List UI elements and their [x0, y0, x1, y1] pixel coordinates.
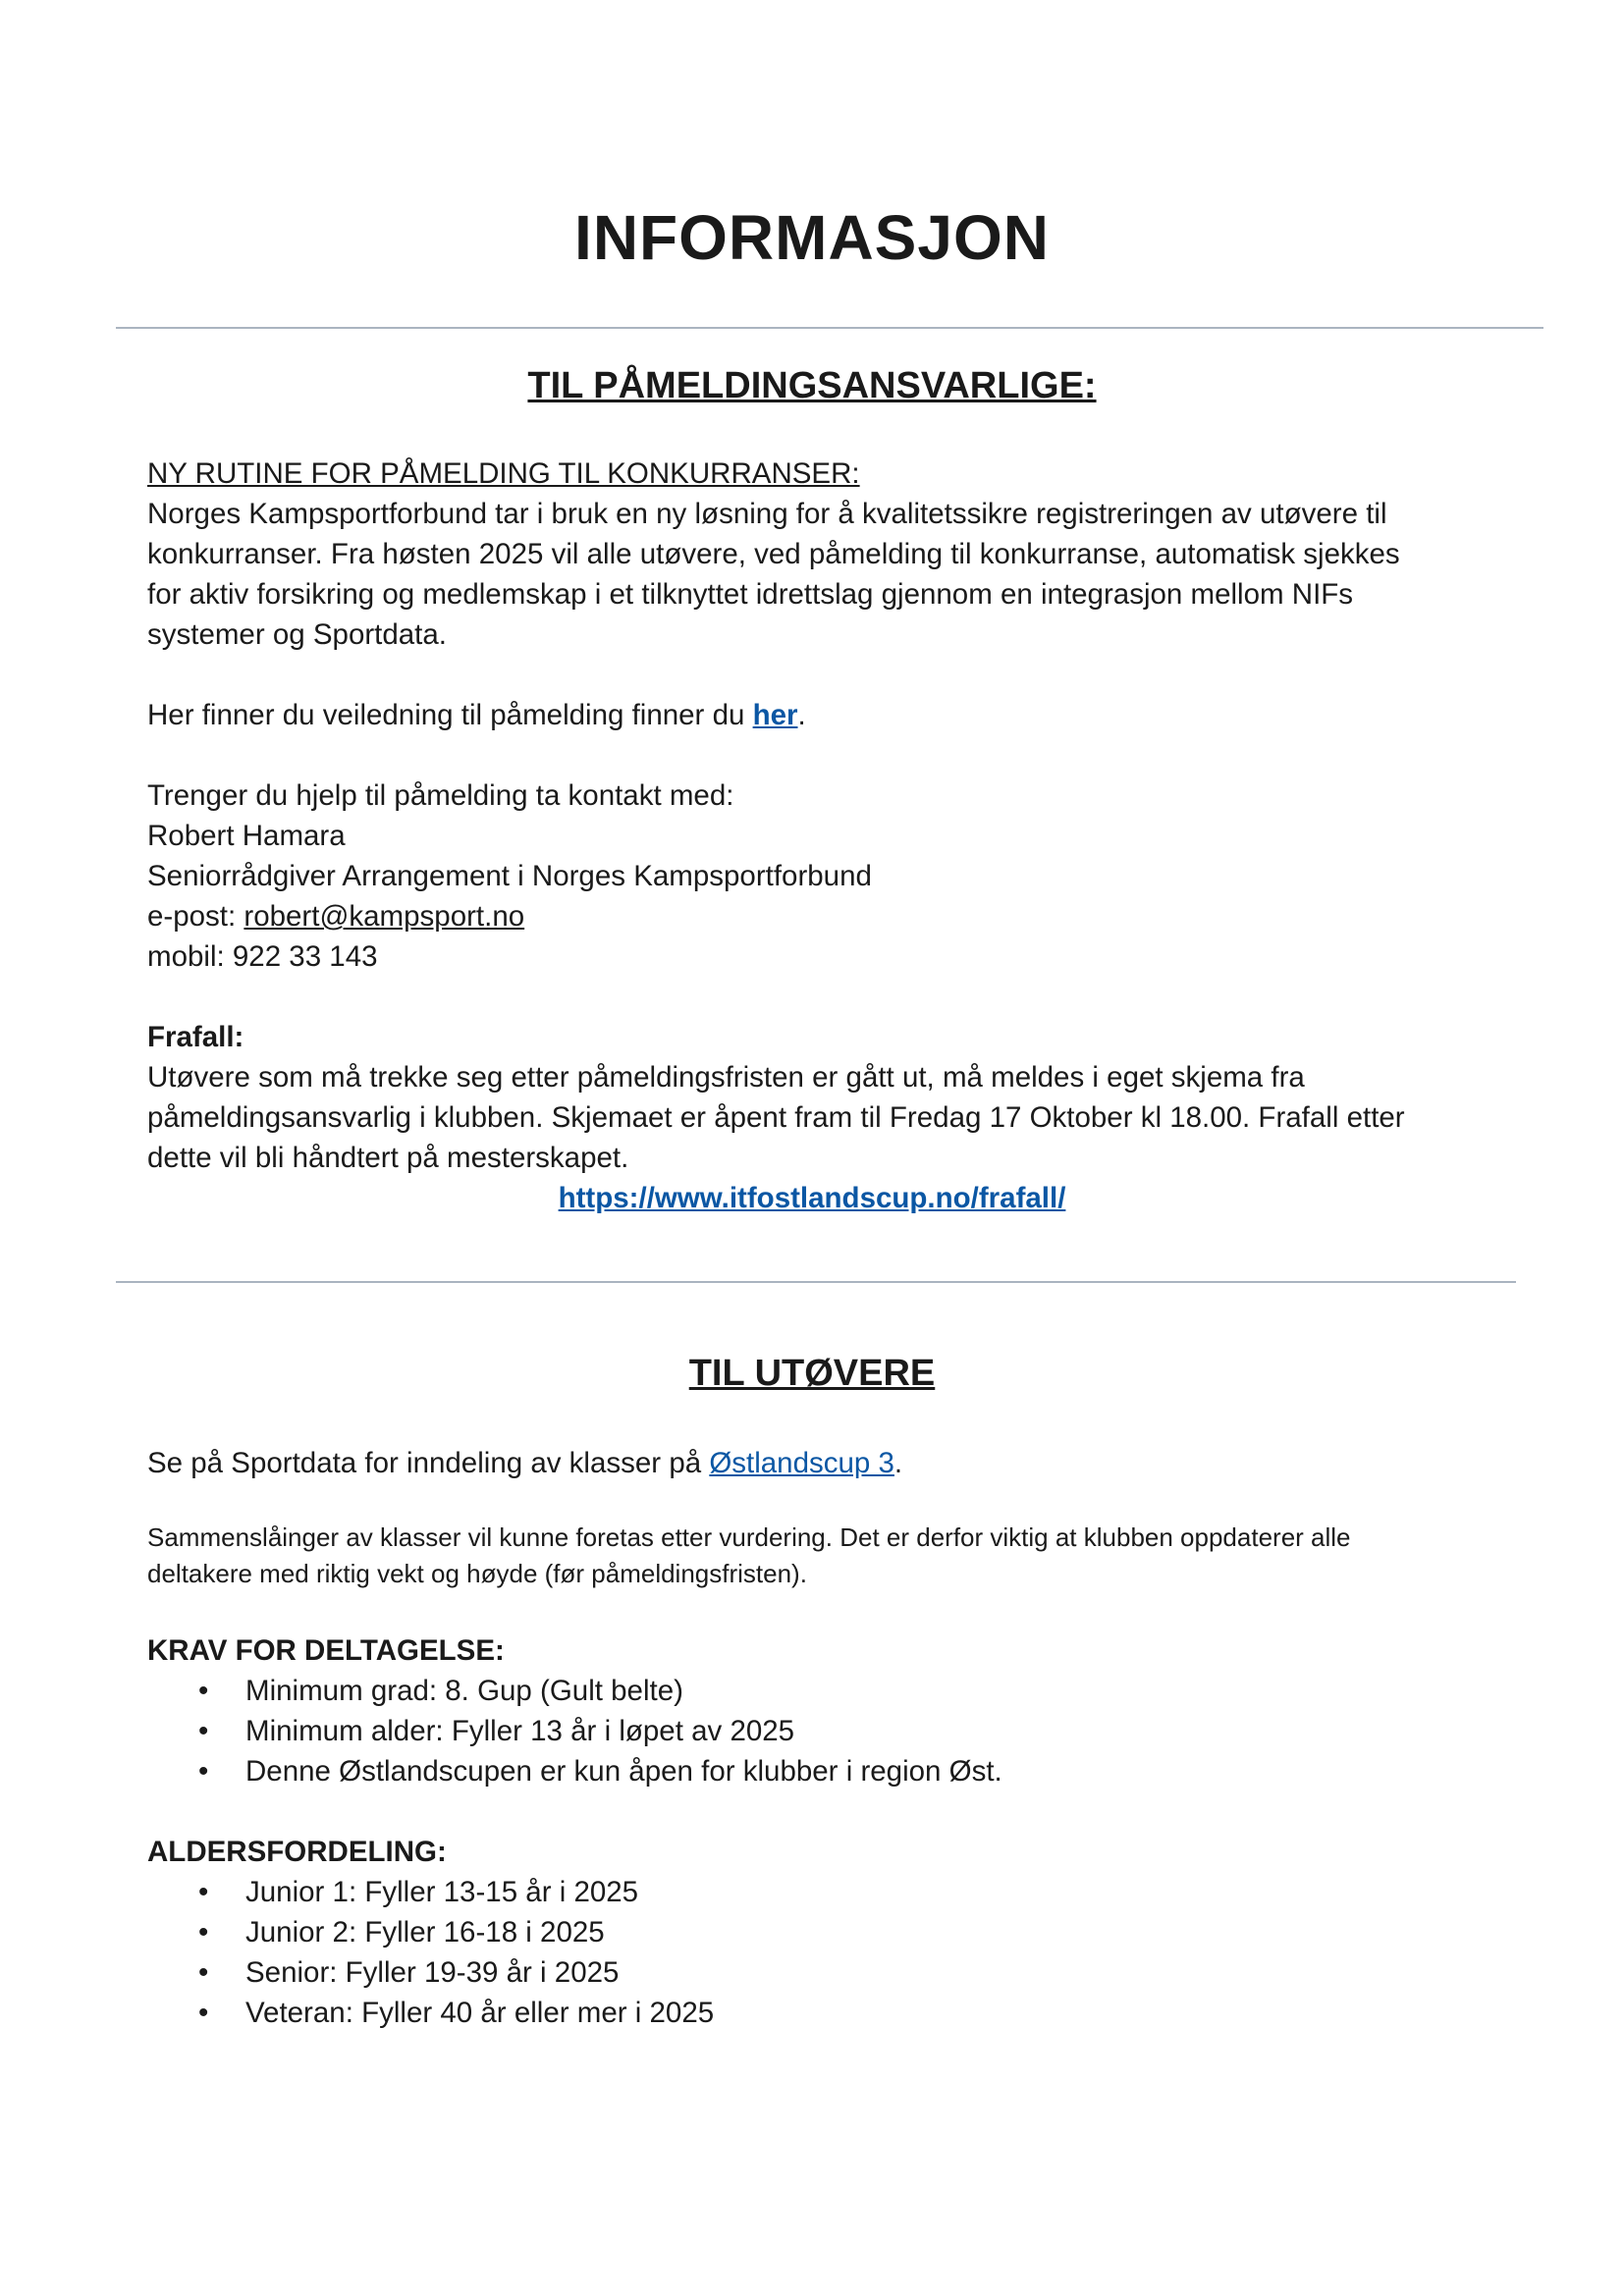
- list-item: [147, 1751, 1002, 1791]
- dropout-form-link[interactable]: https://www.itfostlandscup.no/frafall/: [558, 1182, 1066, 1214]
- guide-end: .: [797, 699, 806, 731]
- routine-line: for aktiv forsikring og medlemskap i et tilknyttet idrettslag gjennom en integrasjon mellom NIFs: [147, 578, 1354, 611]
- list-item-text: Veteran: Fyller 40 år eller mer i 2025: [245, 1997, 715, 2029]
- bullet: •: [198, 1997, 209, 2029]
- divider-middle: [116, 1281, 1516, 1283]
- list-item: [147, 1711, 1002, 1751]
- bullet: •: [198, 1916, 209, 1949]
- age-heading: ALDERSFORDELING:: [147, 1836, 447, 1868]
- dropout-url-line: [0, 1178, 1624, 1218]
- guide-link[interactable]: her: [752, 699, 798, 731]
- bullet: •: [198, 1675, 209, 1707]
- contact-line: Trenger du hjelp til påmelding ta kontakt med:: [147, 779, 734, 812]
- section-heading-athletes: TIL UTØVERE: [688, 1353, 936, 1394]
- divider-top: [116, 327, 1543, 329]
- routine-line: Norges Kampsportforbund tar i bruk en ny løsning for å kvalitetssikre registreringen av utøvere til: [147, 498, 1387, 530]
- age-groups-list: [147, 1872, 714, 2033]
- list-item-text: Senior: Fyller 19-39 år i 2025: [245, 1956, 620, 1989]
- email-label: e-post:: [147, 900, 244, 933]
- section-heading-registrars: TIL PÅMELDINGSANSVARLIGE:: [527, 365, 1097, 406]
- list-item: [147, 1952, 714, 1993]
- dropout-heading: Frafall:: [147, 1021, 244, 1053]
- routine-line: konkurranser. Fra høsten 2025 vil alle utøvere, ved påmelding til konkurranse, automatisk sjekkes: [147, 538, 1400, 570]
- guide-text: Her finner du veiledning til påmelding finner du: [147, 699, 753, 731]
- page-title: INFORMASJON: [574, 202, 1050, 273]
- list-item-text: Denne Østlandscupen er kun åpen for klubber i region Øst.: [245, 1755, 1002, 1788]
- list-item-text: Junior 2: Fyller 16-18 i 2025: [245, 1916, 605, 1949]
- bullet: •: [198, 1755, 209, 1788]
- list-item-text: Junior 1: Fyller 13-15 år i 2025: [245, 1876, 639, 1908]
- email-link[interactable]: robert@kampsport.no: [244, 900, 525, 933]
- list-item: [147, 1872, 714, 1912]
- bullet: •: [198, 1715, 209, 1747]
- contact-role: Seniorrådgiver Arrangement i Norges Kampsportforbund: [147, 860, 872, 892]
- list-item: [147, 1912, 714, 1952]
- merge-line: Sammenslåinger av klasser vil kunne foretas etter vurdering. Det er derfor viktig at klubben oppdaterer alle: [147, 1522, 1351, 1552]
- list-item-text: Minimum alder: Fyller 13 år i løpet av 2025: [245, 1715, 795, 1747]
- sportdata-paragraph: [147, 1443, 902, 1483]
- contact-name: Robert Hamara: [147, 820, 346, 852]
- requirements-list: [147, 1671, 1002, 1791]
- guide-paragraph: [147, 695, 806, 735]
- list-item: [147, 1671, 1002, 1711]
- dropout-line: dette vil bli håndtert på mesterskapet.: [147, 1142, 629, 1174]
- dropout-line: påmeldingsansvarlig i klubben. Skjemaet er åpent fram til Fredag 17 Oktober kl 18.00. Frafall etter: [147, 1101, 1405, 1134]
- contact-mobile: mobil: 922 33 143: [147, 940, 378, 973]
- contact-email-line: [147, 896, 524, 936]
- dropout-line: Utøvere som må trekke seg etter påmeldingsfristen er gått ut, må meldes i eget skjema fra: [147, 1061, 1305, 1094]
- list-item-text: Minimum grad: 8. Gup (Gult belte): [245, 1675, 683, 1707]
- requirements-heading: KRAV FOR DELTAGELSE:: [147, 1634, 505, 1667]
- merge-line: deltakere med riktig vekt og høyde (før påmeldingsfristen).: [147, 1559, 807, 1588]
- sportdata-text: Se på Sportdata for inndeling av klasser på: [147, 1447, 710, 1479]
- sportdata-link[interactable]: Østlandscup 3: [709, 1447, 894, 1479]
- list-item: [147, 1993, 714, 2033]
- routine-heading: NY RUTINE FOR PÅMELDING TIL KONKURRANSER:: [147, 457, 860, 490]
- bullet: •: [198, 1956, 209, 1989]
- routine-line: systemer og Sportdata.: [147, 618, 447, 651]
- bullet: •: [198, 1876, 209, 1908]
- sportdata-end: .: [893, 1447, 903, 1479]
